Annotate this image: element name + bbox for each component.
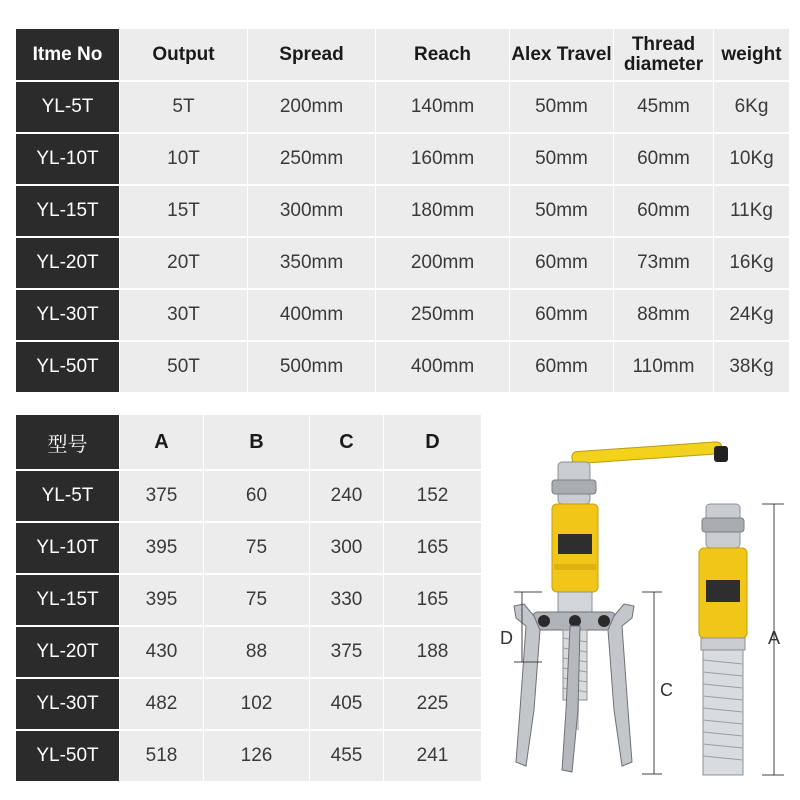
value-cell: 10T — [120, 132, 248, 184]
value-cell: 60mm — [510, 236, 614, 288]
value-cell: 15T — [120, 184, 248, 236]
spec-header-alex-travel: Alex Travel — [510, 29, 614, 80]
value-cell: 300mm — [248, 184, 376, 236]
spec-header-reach: Reach — [376, 29, 510, 80]
dimension-row — [16, 625, 482, 677]
value-cell: 241 — [384, 729, 482, 781]
value-cell: 395 — [120, 573, 204, 625]
spec-header-thread-diameter: Thread diameter — [614, 29, 714, 80]
value-cell: 400mm — [376, 340, 510, 392]
spec-header-weight: weight — [714, 29, 790, 80]
value-cell: 60mm — [510, 288, 614, 340]
model-cell: YL-5T — [16, 80, 120, 132]
dim-header-c: C — [310, 415, 384, 469]
puller-arm-left — [514, 604, 540, 766]
value-cell: 200mm — [376, 236, 510, 288]
puller-assembly-image — [500, 442, 728, 774]
value-cell: 20T — [120, 236, 248, 288]
dimension-label-d: D — [500, 628, 513, 648]
hydraulic-puller-figure — [492, 440, 792, 790]
value-cell: 60mm — [614, 184, 714, 236]
cylinder-image — [699, 504, 784, 775]
dim-header-d: D — [384, 415, 482, 469]
value-cell: 88 — [204, 625, 310, 677]
dim-header-row — [16, 415, 482, 469]
value-cell: 152 — [384, 469, 482, 521]
value-cell: 16Kg — [714, 236, 790, 288]
model-cell: YL-5T — [16, 469, 120, 521]
spec-row — [16, 80, 790, 132]
dim-header-a: A — [120, 415, 204, 469]
dimension-row — [16, 729, 482, 781]
value-cell: 240 — [310, 469, 384, 521]
value-cell: 126 — [204, 729, 310, 781]
spec-row — [16, 184, 790, 236]
dim-header-b: B — [204, 415, 310, 469]
value-cell: 6Kg — [714, 80, 790, 132]
value-cell: 73mm — [614, 236, 714, 288]
dimension-row — [16, 677, 482, 729]
value-cell: 5T — [120, 80, 248, 132]
spec-row — [16, 340, 790, 392]
model-cell: YL-20T — [16, 236, 120, 288]
dimension-label-c: C — [660, 680, 673, 700]
spec-header-item-no: Itme No — [16, 29, 120, 80]
model-cell: YL-10T — [16, 132, 120, 184]
value-cell: 200mm — [248, 80, 376, 132]
value-cell: 400mm — [248, 288, 376, 340]
value-cell: 24Kg — [714, 288, 790, 340]
value-cell: 110mm — [614, 340, 714, 392]
value-cell: 60mm — [510, 340, 614, 392]
value-cell: 482 — [120, 677, 204, 729]
model-cell: YL-30T — [16, 288, 120, 340]
dimension-row — [16, 573, 482, 625]
value-cell: 165 — [384, 573, 482, 625]
spec-row — [16, 288, 790, 340]
value-cell: 75 — [204, 573, 310, 625]
dimension-label-a: A — [768, 628, 781, 648]
pump-handle — [572, 442, 722, 464]
value-cell: 330 — [310, 573, 384, 625]
value-cell: 50mm — [510, 80, 614, 132]
value-cell: 60mm — [614, 132, 714, 184]
value-cell: 188 — [384, 625, 482, 677]
model-cell: YL-10T — [16, 521, 120, 573]
dimension-row — [16, 521, 482, 573]
spec-row — [16, 132, 790, 184]
value-cell: 30T — [120, 288, 248, 340]
model-cell: YL-30T — [16, 677, 120, 729]
value-cell: 405 — [310, 677, 384, 729]
value-cell: 395 — [120, 521, 204, 573]
model-cell: YL-20T — [16, 625, 120, 677]
value-cell: 140mm — [376, 80, 510, 132]
value-cell: 160mm — [376, 132, 510, 184]
spec-header-spread: Spread — [248, 29, 376, 80]
value-cell: 250mm — [248, 132, 376, 184]
value-cell: 180mm — [376, 184, 510, 236]
value-cell: 11Kg — [714, 184, 790, 236]
spec-header-output: Output — [120, 29, 248, 80]
value-cell: 500mm — [248, 340, 376, 392]
dimension-row — [16, 469, 482, 521]
value-cell: 75 — [204, 521, 310, 573]
value-cell: 375 — [310, 625, 384, 677]
value-cell: 250mm — [376, 288, 510, 340]
value-cell: 88mm — [614, 288, 714, 340]
spec-row — [16, 236, 790, 288]
spec-header-row — [16, 29, 790, 80]
value-cell: 50T — [120, 340, 248, 392]
model-cell: YL-50T — [16, 340, 120, 392]
value-cell: 350mm — [248, 236, 376, 288]
value-cell: 518 — [120, 729, 204, 781]
value-cell: 430 — [120, 625, 204, 677]
value-cell: 45mm — [614, 80, 714, 132]
value-cell: 375 — [120, 469, 204, 521]
dimension-table — [16, 415, 482, 781]
value-cell: 102 — [204, 677, 310, 729]
model-cell: YL-15T — [16, 184, 120, 236]
value-cell: 165 — [384, 521, 482, 573]
dim-header-model: 型号 — [16, 415, 120, 469]
model-cell: YL-50T — [16, 729, 120, 781]
value-cell: 38Kg — [714, 340, 790, 392]
value-cell: 50mm — [510, 184, 614, 236]
value-cell: 225 — [384, 677, 482, 729]
value-cell: 60 — [204, 469, 310, 521]
value-cell: 10Kg — [714, 132, 790, 184]
value-cell: 300 — [310, 521, 384, 573]
value-cell: 50mm — [510, 132, 614, 184]
value-cell: 455 — [310, 729, 384, 781]
model-cell: YL-15T — [16, 573, 120, 625]
puller-arm-right — [608, 604, 634, 766]
specification-table — [16, 29, 790, 392]
